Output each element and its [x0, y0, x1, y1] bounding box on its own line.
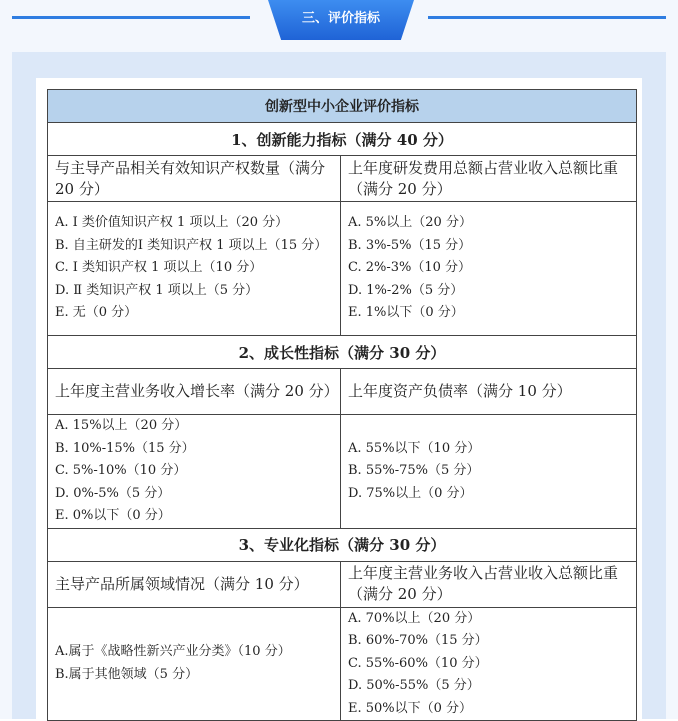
criterion-debt-ratio: 上年度资产负债率（满分 10 分） — [341, 369, 637, 415]
list-item: E. 1%以下（0 分） — [348, 305, 464, 321]
section-heading-row — [48, 528, 637, 561]
table-title: 创新型中小企业评价指标 — [48, 90, 637, 123]
list-item: A. 55%以下（10 分） — [348, 440, 481, 456]
list-item: C. Ⅰ 类知识产权 1 项以上（10 分） — [55, 260, 263, 276]
list-item: A. 15%以上（20 分） — [55, 418, 188, 433]
section-heading-innovation: 1、创新能力指标（满分 40 分） — [48, 123, 637, 156]
evaluation-table — [47, 89, 637, 721]
list-item: D. 0%-5%（5 分） — [55, 485, 171, 501]
criteria-head-row — [48, 561, 637, 607]
criterion-ip-count: 与主导产品相关有效知识产权数量（满分 20 分） — [48, 156, 341, 202]
list-item: C. 55%-60%（10 分） — [348, 655, 488, 671]
section-heading-growth: 2、成长性指标（满分 30 分） — [48, 336, 637, 369]
list-item: E. 0%以下（0 分） — [55, 508, 171, 523]
list-item: A. 70%以上（20 分） — [348, 610, 481, 626]
options-ip-count — [48, 202, 341, 336]
criterion-main-revenue-ratio: 上年度主营业务收入占营业收入总额比重（满分 20 分） — [341, 561, 637, 607]
list-item: A. 5%以上（20 分） — [348, 215, 472, 231]
criterion-rd-ratio: 上年度研发费用总额占营业收入总额比重（满分 20 分） — [341, 156, 637, 202]
list-item: B. 3%-5%（15 分） — [348, 237, 472, 253]
options-debt-ratio — [341, 415, 637, 529]
list-item: D. 50%-55%（5 分） — [348, 678, 480, 693]
section-header — [0, 0, 678, 42]
list-item: B. 60%-70%（15 分） — [348, 633, 488, 648]
list-item: B.属于其他领域（5 分） — [55, 666, 199, 682]
list-item: D. 75%以上（0 分） — [348, 485, 473, 501]
list-item: C. 2%-3%（10 分） — [348, 260, 472, 276]
section-heading-specialization: 3、专业化指标（满分 30 分） — [48, 528, 637, 561]
section-heading-row — [48, 336, 637, 369]
options-row — [48, 607, 637, 721]
criteria-head-row — [48, 369, 637, 415]
section-heading-row — [48, 123, 637, 156]
criterion-product-domain: 主导产品所属领域情况（满分 10 分） — [48, 561, 341, 607]
options-product-domain — [48, 607, 341, 721]
header-ribbon-title: 三、评价指标 — [301, 11, 380, 26]
criteria-head-row — [48, 156, 637, 202]
options-row — [48, 202, 637, 336]
list-item: A. Ⅰ 类价值知识产权 1 项以上（20 分） — [55, 215, 289, 231]
header-line-right — [428, 16, 666, 19]
list-item: B. 55%-75%（5 分） — [348, 463, 480, 478]
list-item: A.属于《战略性新兴产业分类》（10 分） — [55, 644, 291, 660]
list-item: D. Ⅱ 类知识产权 1 项以上（5 分） — [55, 282, 259, 298]
header-line-left — [12, 16, 250, 19]
list-item: E. 无（0 分） — [55, 305, 138, 321]
table-title-row — [48, 90, 637, 123]
list-item: E. 50%以下（0 分） — [348, 700, 473, 716]
options-revenue-growth — [48, 415, 341, 529]
options-main-revenue-ratio — [341, 607, 637, 721]
list-item: D. 1%-2%（5 分） — [348, 282, 464, 298]
list-item: B. 自主研发的Ⅰ 类知识产权 1 项以上（15 分） — [55, 237, 328, 253]
list-item: B. 10%-15%（15 分） — [55, 440, 195, 456]
options-rd-ratio — [341, 202, 637, 336]
criterion-revenue-growth: 上年度主营业务收入增长率（满分 20 分） — [48, 369, 341, 415]
list-item: C. 5%-10%（10 分） — [55, 463, 187, 478]
options-row — [48, 415, 637, 529]
